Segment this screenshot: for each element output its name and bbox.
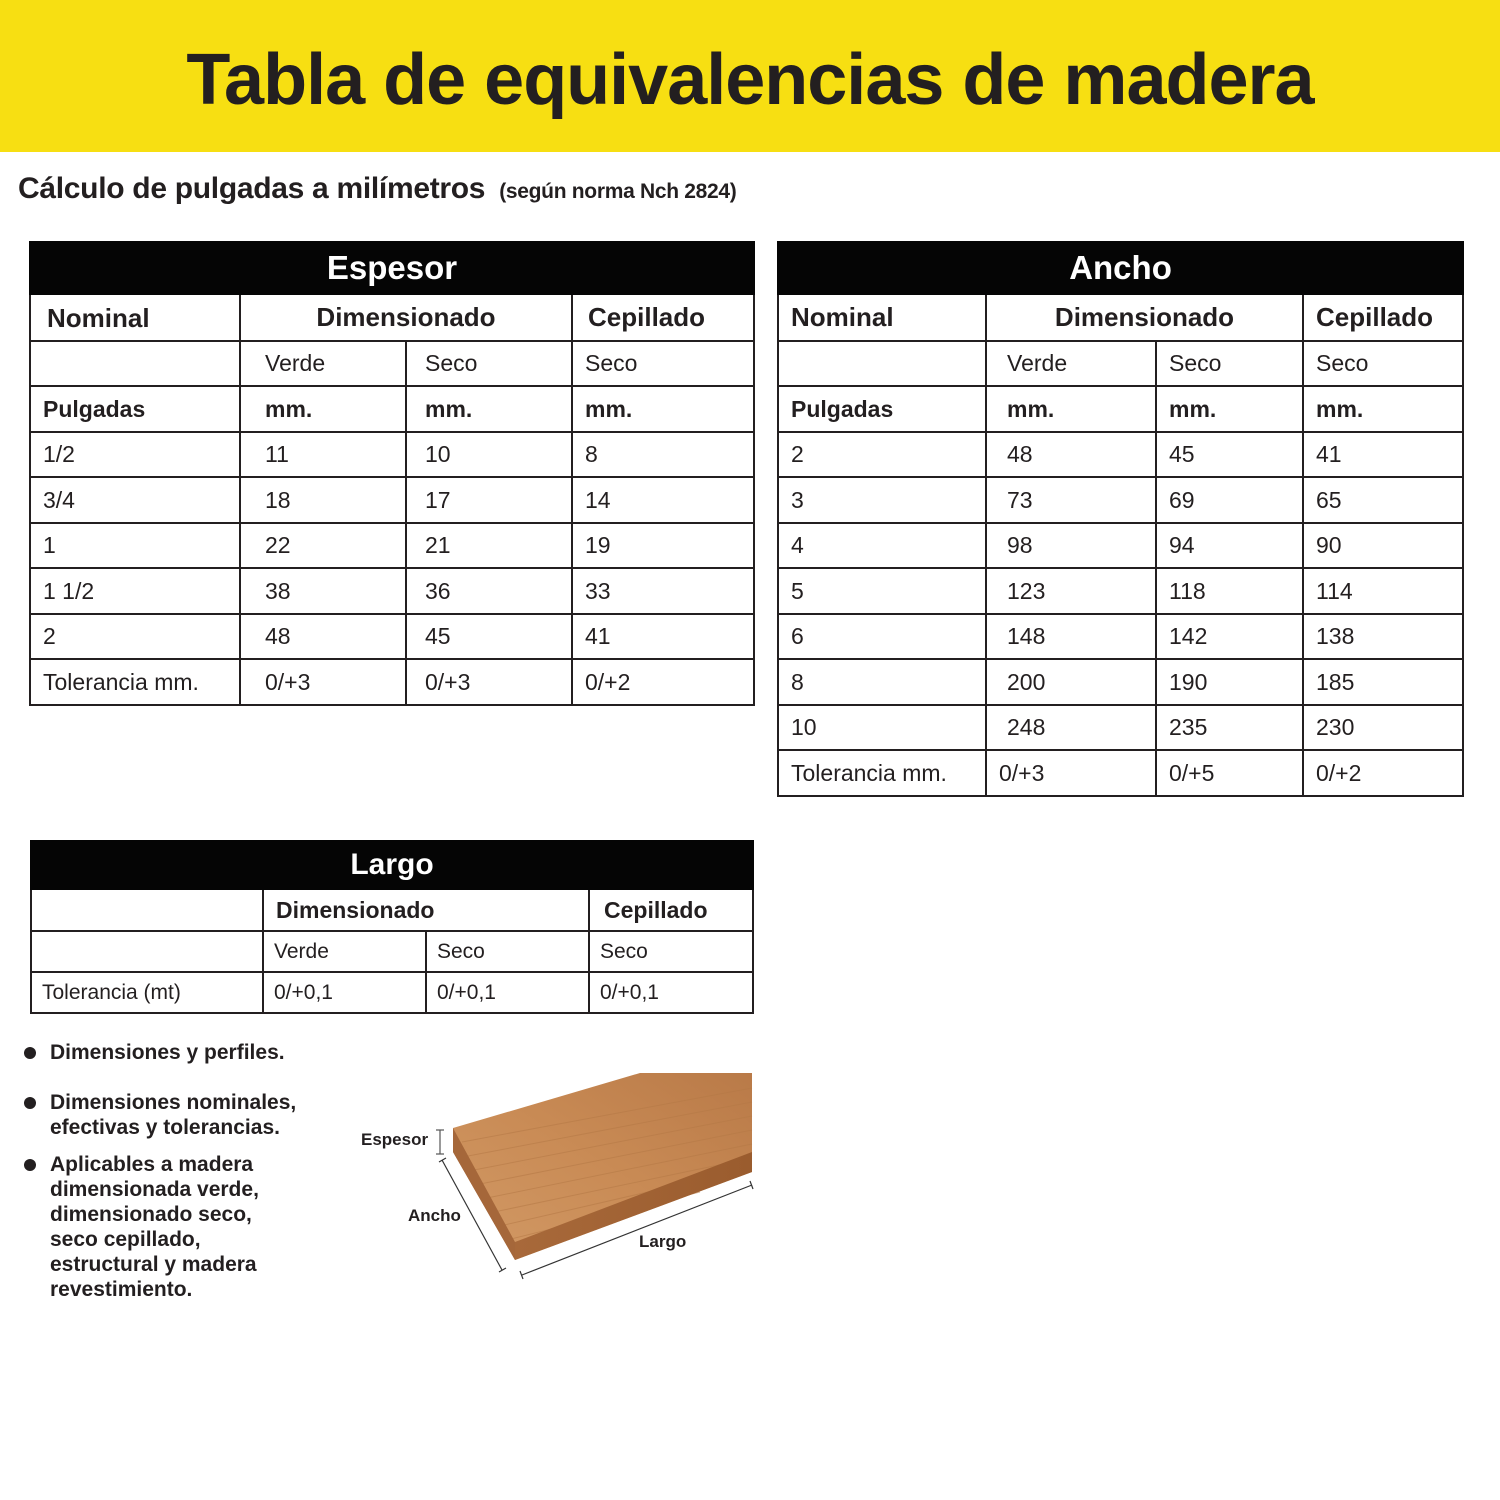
cell-cepillado: 8 bbox=[572, 432, 754, 477]
cell-seco: 10 bbox=[406, 432, 572, 477]
header-dimensionado: Dimensionado bbox=[986, 294, 1303, 341]
list-item bbox=[24, 1040, 344, 1065]
largo-table bbox=[30, 840, 754, 1014]
table-row bbox=[30, 568, 754, 614]
header-cepillado: Cepillado bbox=[589, 889, 753, 931]
cell-nominal: 8 bbox=[778, 659, 986, 705]
table-row bbox=[30, 477, 754, 523]
table-row bbox=[778, 659, 1463, 705]
cell-cepillado: 230 bbox=[1303, 705, 1463, 750]
cell-cepillado: 33 bbox=[572, 568, 754, 614]
table-row-tolerancia bbox=[30, 659, 754, 705]
cell-cepillado: 185 bbox=[1303, 659, 1463, 705]
table-row bbox=[778, 568, 1463, 614]
sub-header-seco: Seco bbox=[1156, 341, 1303, 386]
table-row-tolerancia bbox=[778, 750, 1463, 796]
table-row bbox=[30, 614, 754, 659]
subtitle-note: (según norma Nch 2824) bbox=[499, 180, 737, 203]
unit-mm: mm. bbox=[240, 386, 406, 432]
unit-pulgadas: Pulgadas bbox=[778, 386, 986, 432]
cell-cepillado: 14 bbox=[572, 477, 754, 523]
cell-verde: 73 bbox=[986, 477, 1156, 523]
cell-verde: 248 bbox=[986, 705, 1156, 750]
header-dimensionado: Dimensionado bbox=[240, 294, 572, 341]
cell-verde: 123 bbox=[986, 568, 1156, 614]
table-row bbox=[778, 432, 1463, 477]
cell-nominal: 1 bbox=[30, 523, 240, 568]
cell-seco: 21 bbox=[406, 523, 572, 568]
list-item bbox=[24, 1152, 344, 1302]
sub-header-seco: Seco bbox=[426, 931, 589, 972]
cell-cepillado: 19 bbox=[572, 523, 754, 568]
cell-verde: 48 bbox=[986, 432, 1156, 477]
cell-seco: 94 bbox=[1156, 523, 1303, 568]
ancho-table bbox=[777, 241, 1464, 797]
wood-board-diagram bbox=[350, 1060, 760, 1290]
cell-nominal: 5 bbox=[778, 568, 986, 614]
cell-verde: 0/+3 bbox=[986, 750, 1156, 796]
cell-seco: 190 bbox=[1156, 659, 1303, 705]
cell-verde: 48 bbox=[240, 614, 406, 659]
subtitle-main: Cálculo de pulgadas a milímetros bbox=[18, 172, 486, 205]
sub-header-empty bbox=[30, 341, 240, 386]
cell-tolerancia-label: Tolerancia mm. bbox=[778, 750, 986, 796]
cell-seco: 118 bbox=[1156, 568, 1303, 614]
cell-nominal: 3/4 bbox=[30, 477, 240, 523]
cell-verde: 38 bbox=[240, 568, 406, 614]
sub-header-empty bbox=[778, 341, 986, 386]
table-row bbox=[778, 523, 1463, 568]
cell-cepillado: 41 bbox=[1303, 432, 1463, 477]
largo-title: Largo bbox=[31, 841, 753, 889]
table-row bbox=[30, 523, 754, 568]
subtitle bbox=[18, 172, 737, 206]
page-title: Tabla de equivalencias de madera bbox=[186, 40, 1314, 120]
cell-cepillado: 114 bbox=[1303, 568, 1463, 614]
cell-verde: 148 bbox=[986, 614, 1156, 659]
sub-header-seco-cepillado: Seco bbox=[572, 341, 754, 386]
wood-board-icon bbox=[350, 1060, 760, 1290]
cell-nominal: 3 bbox=[778, 477, 986, 523]
cell-seco: 142 bbox=[1156, 614, 1303, 659]
header-dimensionado: Dimensionado bbox=[263, 889, 589, 931]
espesor-table bbox=[29, 241, 755, 706]
sub-header-seco: Seco bbox=[406, 341, 572, 386]
unit-mm: mm. bbox=[572, 386, 754, 432]
sub-header-verde: Verde bbox=[240, 341, 406, 386]
cell-seco: 45 bbox=[1156, 432, 1303, 477]
cell-verde: 22 bbox=[240, 523, 406, 568]
cell-verde: 18 bbox=[240, 477, 406, 523]
cell-nominal: 6 bbox=[778, 614, 986, 659]
label-largo: Largo bbox=[639, 1232, 687, 1251]
sub-header-empty bbox=[31, 931, 263, 972]
header-empty bbox=[31, 889, 263, 931]
cell-verde: 98 bbox=[986, 523, 1156, 568]
sub-header-seco-cepillado: Seco bbox=[589, 931, 753, 972]
cell-verde: 0/+3 bbox=[240, 659, 406, 705]
unit-mm: mm. bbox=[986, 386, 1156, 432]
cell-cepillado: 138 bbox=[1303, 614, 1463, 659]
bullet-dot-icon bbox=[24, 1097, 36, 1109]
unit-mm: mm. bbox=[1303, 386, 1463, 432]
unit-mm: mm. bbox=[406, 386, 572, 432]
ancho-title: Ancho bbox=[778, 242, 1463, 294]
cell-seco: 17 bbox=[406, 477, 572, 523]
cell-seco: 0/+3 bbox=[406, 659, 572, 705]
unit-mm: mm. bbox=[1156, 386, 1303, 432]
header-cepillado: Cepillado bbox=[1303, 294, 1463, 341]
cell-seco: 0/+5 bbox=[1156, 750, 1303, 796]
table-row bbox=[778, 614, 1463, 659]
cell-seco: 235 bbox=[1156, 705, 1303, 750]
bullet-list bbox=[24, 1040, 344, 1302]
cell-verde: 0/+0,1 bbox=[263, 972, 426, 1013]
bullet-text: Dimensiones y perfiles. bbox=[50, 1041, 285, 1064]
header-banner bbox=[0, 0, 1500, 152]
cell-nominal: 10 bbox=[778, 705, 986, 750]
cell-cepillado: 90 bbox=[1303, 523, 1463, 568]
table-row bbox=[778, 477, 1463, 523]
cell-cepillado: 0/+0,1 bbox=[589, 972, 753, 1013]
bullet-dot-icon bbox=[24, 1047, 36, 1059]
cell-nominal: 1 1/2 bbox=[30, 568, 240, 614]
sub-header-seco-cepillado: Seco bbox=[1303, 341, 1463, 386]
cell-verde: 11 bbox=[240, 432, 406, 477]
header-cepillado: Cepillado bbox=[572, 294, 754, 341]
cell-nominal: 2 bbox=[778, 432, 986, 477]
label-ancho: Ancho bbox=[408, 1206, 461, 1225]
label-espesor: Espesor bbox=[361, 1130, 429, 1149]
table-row-tolerancia bbox=[31, 972, 753, 1013]
cell-nominal: 2 bbox=[30, 614, 240, 659]
sub-header-verde: Verde bbox=[986, 341, 1156, 386]
list-item bbox=[24, 1090, 344, 1140]
table-row bbox=[30, 432, 754, 477]
sub-header-verde: Verde bbox=[263, 931, 426, 972]
cell-seco: 45 bbox=[406, 614, 572, 659]
cell-cepillado: 0/+2 bbox=[572, 659, 754, 705]
cell-verde: 200 bbox=[986, 659, 1156, 705]
header-nominal: Nominal bbox=[30, 294, 240, 341]
cell-cepillado: 0/+2 bbox=[1303, 750, 1463, 796]
header-nominal: Nominal bbox=[778, 294, 986, 341]
cell-cepillado: 65 bbox=[1303, 477, 1463, 523]
cell-nominal: 1/2 bbox=[30, 432, 240, 477]
bullet-text: Aplicables a madera dimensionada verde, dimensionado seco, seco cepillado, estructural y madera revestimiento. bbox=[50, 1153, 259, 1301]
cell-seco: 36 bbox=[406, 568, 572, 614]
table-row bbox=[778, 705, 1463, 750]
bullet-dot-icon bbox=[24, 1159, 36, 1171]
cell-tolerancia-label: Tolerancia mm. bbox=[30, 659, 240, 705]
espesor-title: Espesor bbox=[30, 242, 754, 294]
bullet-text: Dimensiones nominales, efectivas y tolerancias. bbox=[50, 1091, 297, 1139]
cell-nominal: 4 bbox=[778, 523, 986, 568]
cell-cepillado: 41 bbox=[572, 614, 754, 659]
cell-seco: 0/+0,1 bbox=[426, 972, 589, 1013]
cell-tolerancia-label: Tolerancia (mt) bbox=[31, 972, 263, 1013]
cell-seco: 69 bbox=[1156, 477, 1303, 523]
unit-pulgadas: Pulgadas bbox=[30, 386, 240, 432]
